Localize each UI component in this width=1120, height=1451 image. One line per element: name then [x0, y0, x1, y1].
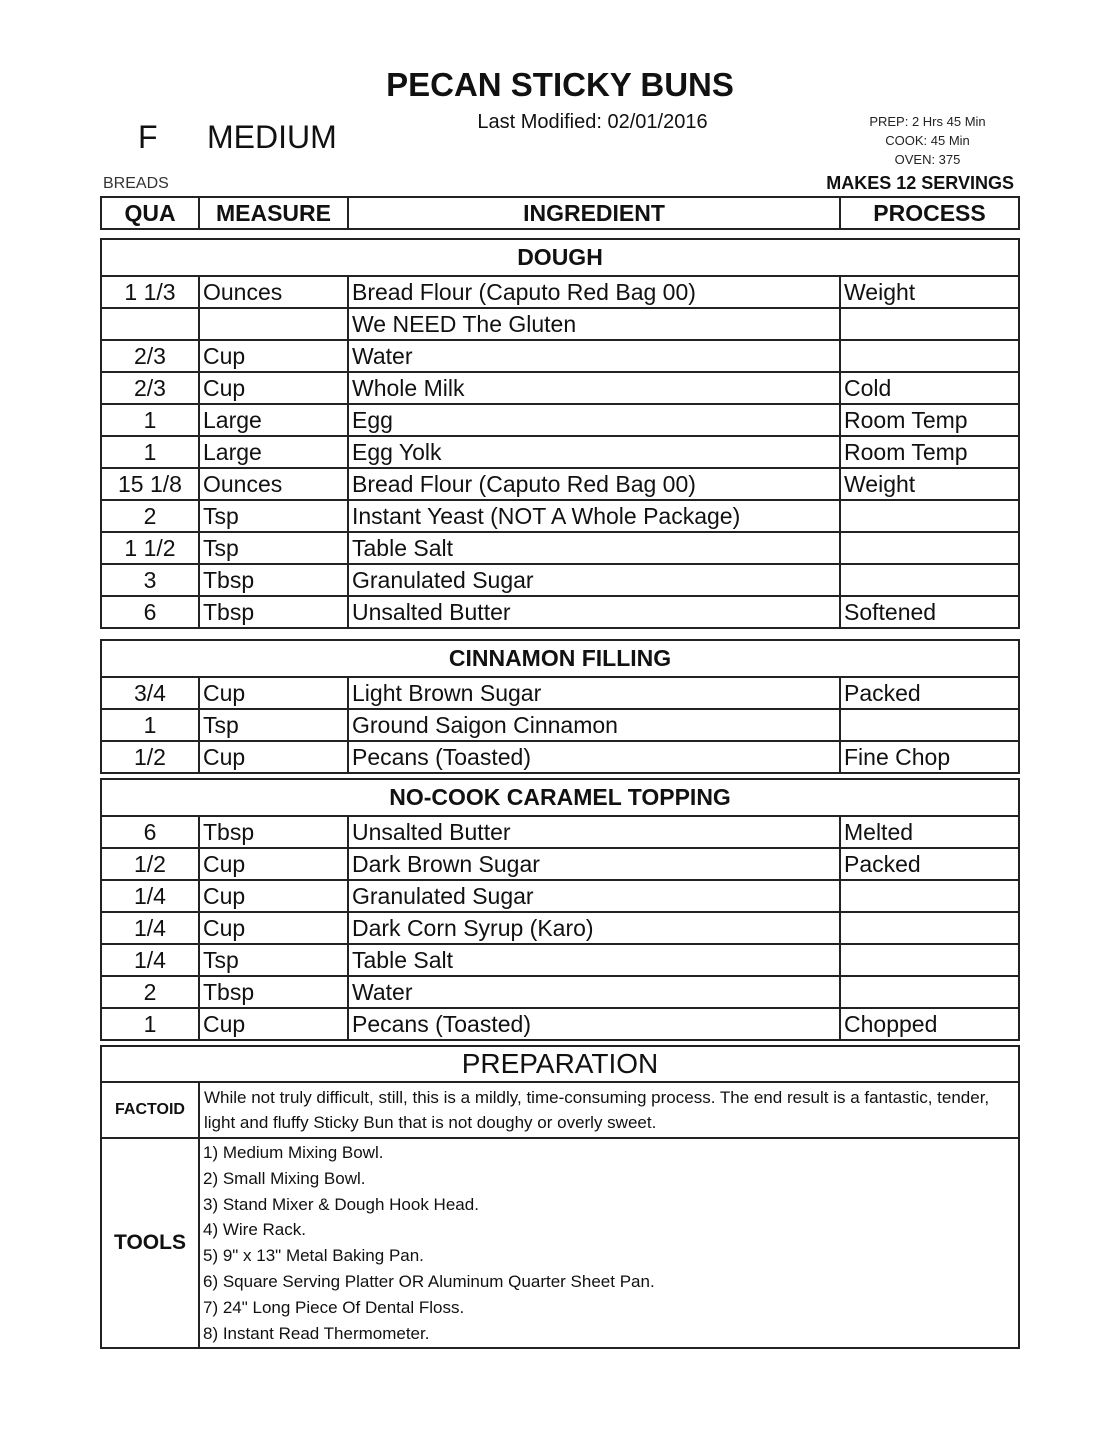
ingredient-measure: Tbsp	[199, 976, 348, 1008]
ingredient-name: Table Salt	[348, 532, 840, 564]
ingredient-quantity: 1	[101, 404, 199, 436]
ingredient-quantity: 1 1/2	[101, 532, 199, 564]
ingredient-quantity: 6	[101, 816, 199, 848]
ingredient-measure: Tsp	[199, 709, 348, 741]
ingredient-quantity: 3/4	[101, 677, 199, 709]
ingredient-row	[101, 340, 1019, 372]
tools-label: TOOLS	[101, 1138, 199, 1348]
ingredient-name: Granulated Sugar	[348, 880, 840, 912]
ingredient-name: Bread Flour (Caputo Red Bag 00)	[348, 468, 840, 500]
ingredient-process: Room Temp	[840, 436, 1019, 468]
preparation-table	[100, 1045, 1020, 1349]
section-title: DOUGH	[101, 239, 1019, 276]
time-info	[840, 112, 1015, 169]
ingredient-process	[840, 532, 1019, 564]
ingredient-measure: Cup	[199, 340, 348, 372]
tools-list	[199, 1138, 1019, 1348]
ingredient-row	[101, 976, 1019, 1008]
ingredient-measure: Ounces	[199, 276, 348, 308]
ingredient-row	[101, 912, 1019, 944]
column-header-table	[100, 196, 1020, 230]
section-table	[100, 639, 1020, 774]
ingredient-process	[840, 976, 1019, 1008]
ingredient-measure: Cup	[199, 880, 348, 912]
section-title: NO-COOK CARAMEL TOPPING	[101, 779, 1019, 816]
ingredient-name: Pecans (Toasted)	[348, 1008, 840, 1040]
ingredient-row	[101, 500, 1019, 532]
col-header-process: PROCESS	[840, 197, 1019, 229]
ingredient-quantity: 1	[101, 1008, 199, 1040]
ingredient-name: Water	[348, 340, 840, 372]
col-header-qua: QUA	[101, 197, 199, 229]
section-title-row	[101, 640, 1019, 677]
ingredient-process: Fine Chop	[840, 741, 1019, 773]
ingredient-measure: Tbsp	[199, 564, 348, 596]
ingredient-row	[101, 404, 1019, 436]
ingredient-process	[840, 340, 1019, 372]
ingredient-measure: Tbsp	[199, 596, 348, 628]
ingredient-row	[101, 372, 1019, 404]
recipe-category: BREADS	[103, 175, 169, 192]
ingredient-measure: Large	[199, 404, 348, 436]
servings: MAKES 12 SERVINGS	[826, 173, 1014, 193]
ingredient-process	[840, 564, 1019, 596]
tool-item: 2) Small Mixing Bowl.	[203, 1168, 366, 1188]
ingredient-measure: Ounces	[199, 468, 348, 500]
ingredient-process: Chopped	[840, 1008, 1019, 1040]
ingredient-name: Water	[348, 976, 840, 1008]
recipe-title: PECAN STICKY BUNS	[386, 66, 734, 103]
ingredient-quantity: 1	[101, 436, 199, 468]
ingredient-process: Cold	[840, 372, 1019, 404]
tool-item: 7) 24" Long Piece Of Dental Floss.	[203, 1297, 465, 1317]
ingredient-name: Table Salt	[348, 944, 840, 976]
tools-row	[101, 1138, 1019, 1348]
ingredient-quantity: 1 1/3	[101, 276, 199, 308]
ingredient-quantity: 3	[101, 564, 199, 596]
factoid-row	[101, 1082, 1019, 1138]
ingredient-row	[101, 564, 1019, 596]
col-header-measure: MEASURE	[199, 197, 348, 229]
ingredient-measure: Cup	[199, 741, 348, 773]
ingredient-quantity: 1/4	[101, 880, 199, 912]
ingredient-name: Pecans (Toasted)	[348, 741, 840, 773]
ingredient-quantity	[101, 308, 199, 340]
ingredient-measure: Tsp	[199, 500, 348, 532]
ingredient-quantity: 15 1/8	[101, 468, 199, 500]
section-title-row	[101, 239, 1019, 276]
ingredient-process	[840, 500, 1019, 532]
tool-item: 3) Stand Mixer & Dough Hook Head.	[203, 1194, 479, 1214]
ingredient-name: Granulated Sugar	[348, 564, 840, 596]
ingredient-name: We NEED The Gluten	[348, 308, 840, 340]
section-title-row	[101, 779, 1019, 816]
ingredient-name: Whole Milk	[348, 372, 840, 404]
ingredient-measure: Cup	[199, 912, 348, 944]
section-title: CINNAMON FILLING	[101, 640, 1019, 677]
ingredient-process: Softened	[840, 596, 1019, 628]
tool-item: 8) Instant Read Thermometer.	[203, 1323, 430, 1343]
section-table	[100, 778, 1020, 1041]
ingredient-quantity: 1/4	[101, 912, 199, 944]
ingredient-process	[840, 880, 1019, 912]
ingredient-process	[840, 944, 1019, 976]
ingredient-measure: Large	[199, 436, 348, 468]
ingredient-row	[101, 276, 1019, 308]
ingredient-quantity: 6	[101, 596, 199, 628]
ingredient-row	[101, 848, 1019, 880]
ingredient-row	[101, 709, 1019, 741]
ingredient-row	[101, 308, 1019, 340]
factoid-label: FACTOID	[101, 1082, 199, 1138]
ingredient-quantity: 2/3	[101, 340, 199, 372]
ingredient-process	[840, 912, 1019, 944]
ingredient-quantity: 2	[101, 500, 199, 532]
ingredient-process: Weight	[840, 276, 1019, 308]
ingredient-measure: Cup	[199, 372, 348, 404]
ingredient-row	[101, 816, 1019, 848]
ingredient-row	[101, 1008, 1019, 1040]
ingredient-row	[101, 880, 1019, 912]
ingredient-process: Weight	[840, 468, 1019, 500]
ingredient-row	[101, 596, 1019, 628]
ingredient-measure: Cup	[199, 848, 348, 880]
ingredient-quantity: 2/3	[101, 372, 199, 404]
ingredient-row	[101, 436, 1019, 468]
ingredient-quantity: 2	[101, 976, 199, 1008]
oven-temp: OVEN: 375	[894, 152, 961, 167]
ingredient-process: Packed	[840, 677, 1019, 709]
ingredient-measure: Tsp	[199, 944, 348, 976]
ingredient-name: Egg	[348, 404, 840, 436]
ingredient-row	[101, 532, 1019, 564]
ingredient-name: Light Brown Sugar	[348, 677, 840, 709]
ingredient-measure: Tbsp	[199, 816, 348, 848]
tool-item: 6) Square Serving Platter OR Aluminum Quarter Sheet Pan.	[203, 1271, 655, 1291]
last-modified: Last Modified: 02/01/2016	[477, 111, 708, 133]
ingredient-quantity: 1	[101, 709, 199, 741]
factoid-text: While not truly difficult, still, this is a mildly, time-consuming process. The end result is a fantastic, tender, light and fluffy Sticky Bun that is not doughy or overly sweet.	[199, 1082, 1019, 1138]
ingredient-process: Melted	[840, 816, 1019, 848]
prep-time: PREP: 2 Hrs 45 Min	[869, 114, 986, 129]
ingredient-quantity: 1/2	[101, 741, 199, 773]
tool-item: 4) Wire Rack.	[203, 1220, 306, 1240]
tool-item: 1) Medium Mixing Bowl.	[203, 1143, 384, 1162]
ingredient-process	[840, 308, 1019, 340]
ingredient-name: Unsalted Butter	[348, 596, 840, 628]
ingredient-name: Unsalted Butter	[348, 816, 840, 848]
ingredient-name: Egg Yolk	[348, 436, 840, 468]
ingredient-process: Packed	[840, 848, 1019, 880]
ingredient-row	[101, 468, 1019, 500]
ingredient-quantity: 1/4	[101, 944, 199, 976]
ingredient-measure	[199, 308, 348, 340]
section-table	[100, 238, 1020, 629]
ingredient-name: Dark Brown Sugar	[348, 848, 840, 880]
ingredient-name: Bread Flour (Caputo Red Bag 00)	[348, 276, 840, 308]
column-header-row	[101, 197, 1019, 229]
tool-item: 5) 9" x 13" Metal Baking Pan.	[203, 1246, 424, 1266]
difficulty-level: MEDIUM	[207, 119, 337, 155]
col-header-ingredient: INGREDIENT	[348, 197, 840, 229]
difficulty-letter: F	[138, 119, 158, 155]
ingredient-row	[101, 677, 1019, 709]
ingredient-name: Instant Yeast (NOT A Whole Package)	[348, 500, 840, 532]
ingredient-measure: Cup	[199, 677, 348, 709]
ingredient-process: Room Temp	[840, 404, 1019, 436]
ingredient-measure: Tsp	[199, 532, 348, 564]
ingredient-process	[840, 709, 1019, 741]
preparation-title: PREPARATION	[101, 1046, 1019, 1082]
ingredient-quantity: 1/2	[101, 848, 199, 880]
cook-time: COOK: 45 Min	[885, 133, 970, 148]
ingredient-measure: Cup	[199, 1008, 348, 1040]
ingredient-row	[101, 944, 1019, 976]
ingredient-row	[101, 741, 1019, 773]
ingredient-name: Ground Saigon Cinnamon	[348, 709, 840, 741]
ingredient-name: Dark Corn Syrup (Karo)	[348, 912, 840, 944]
